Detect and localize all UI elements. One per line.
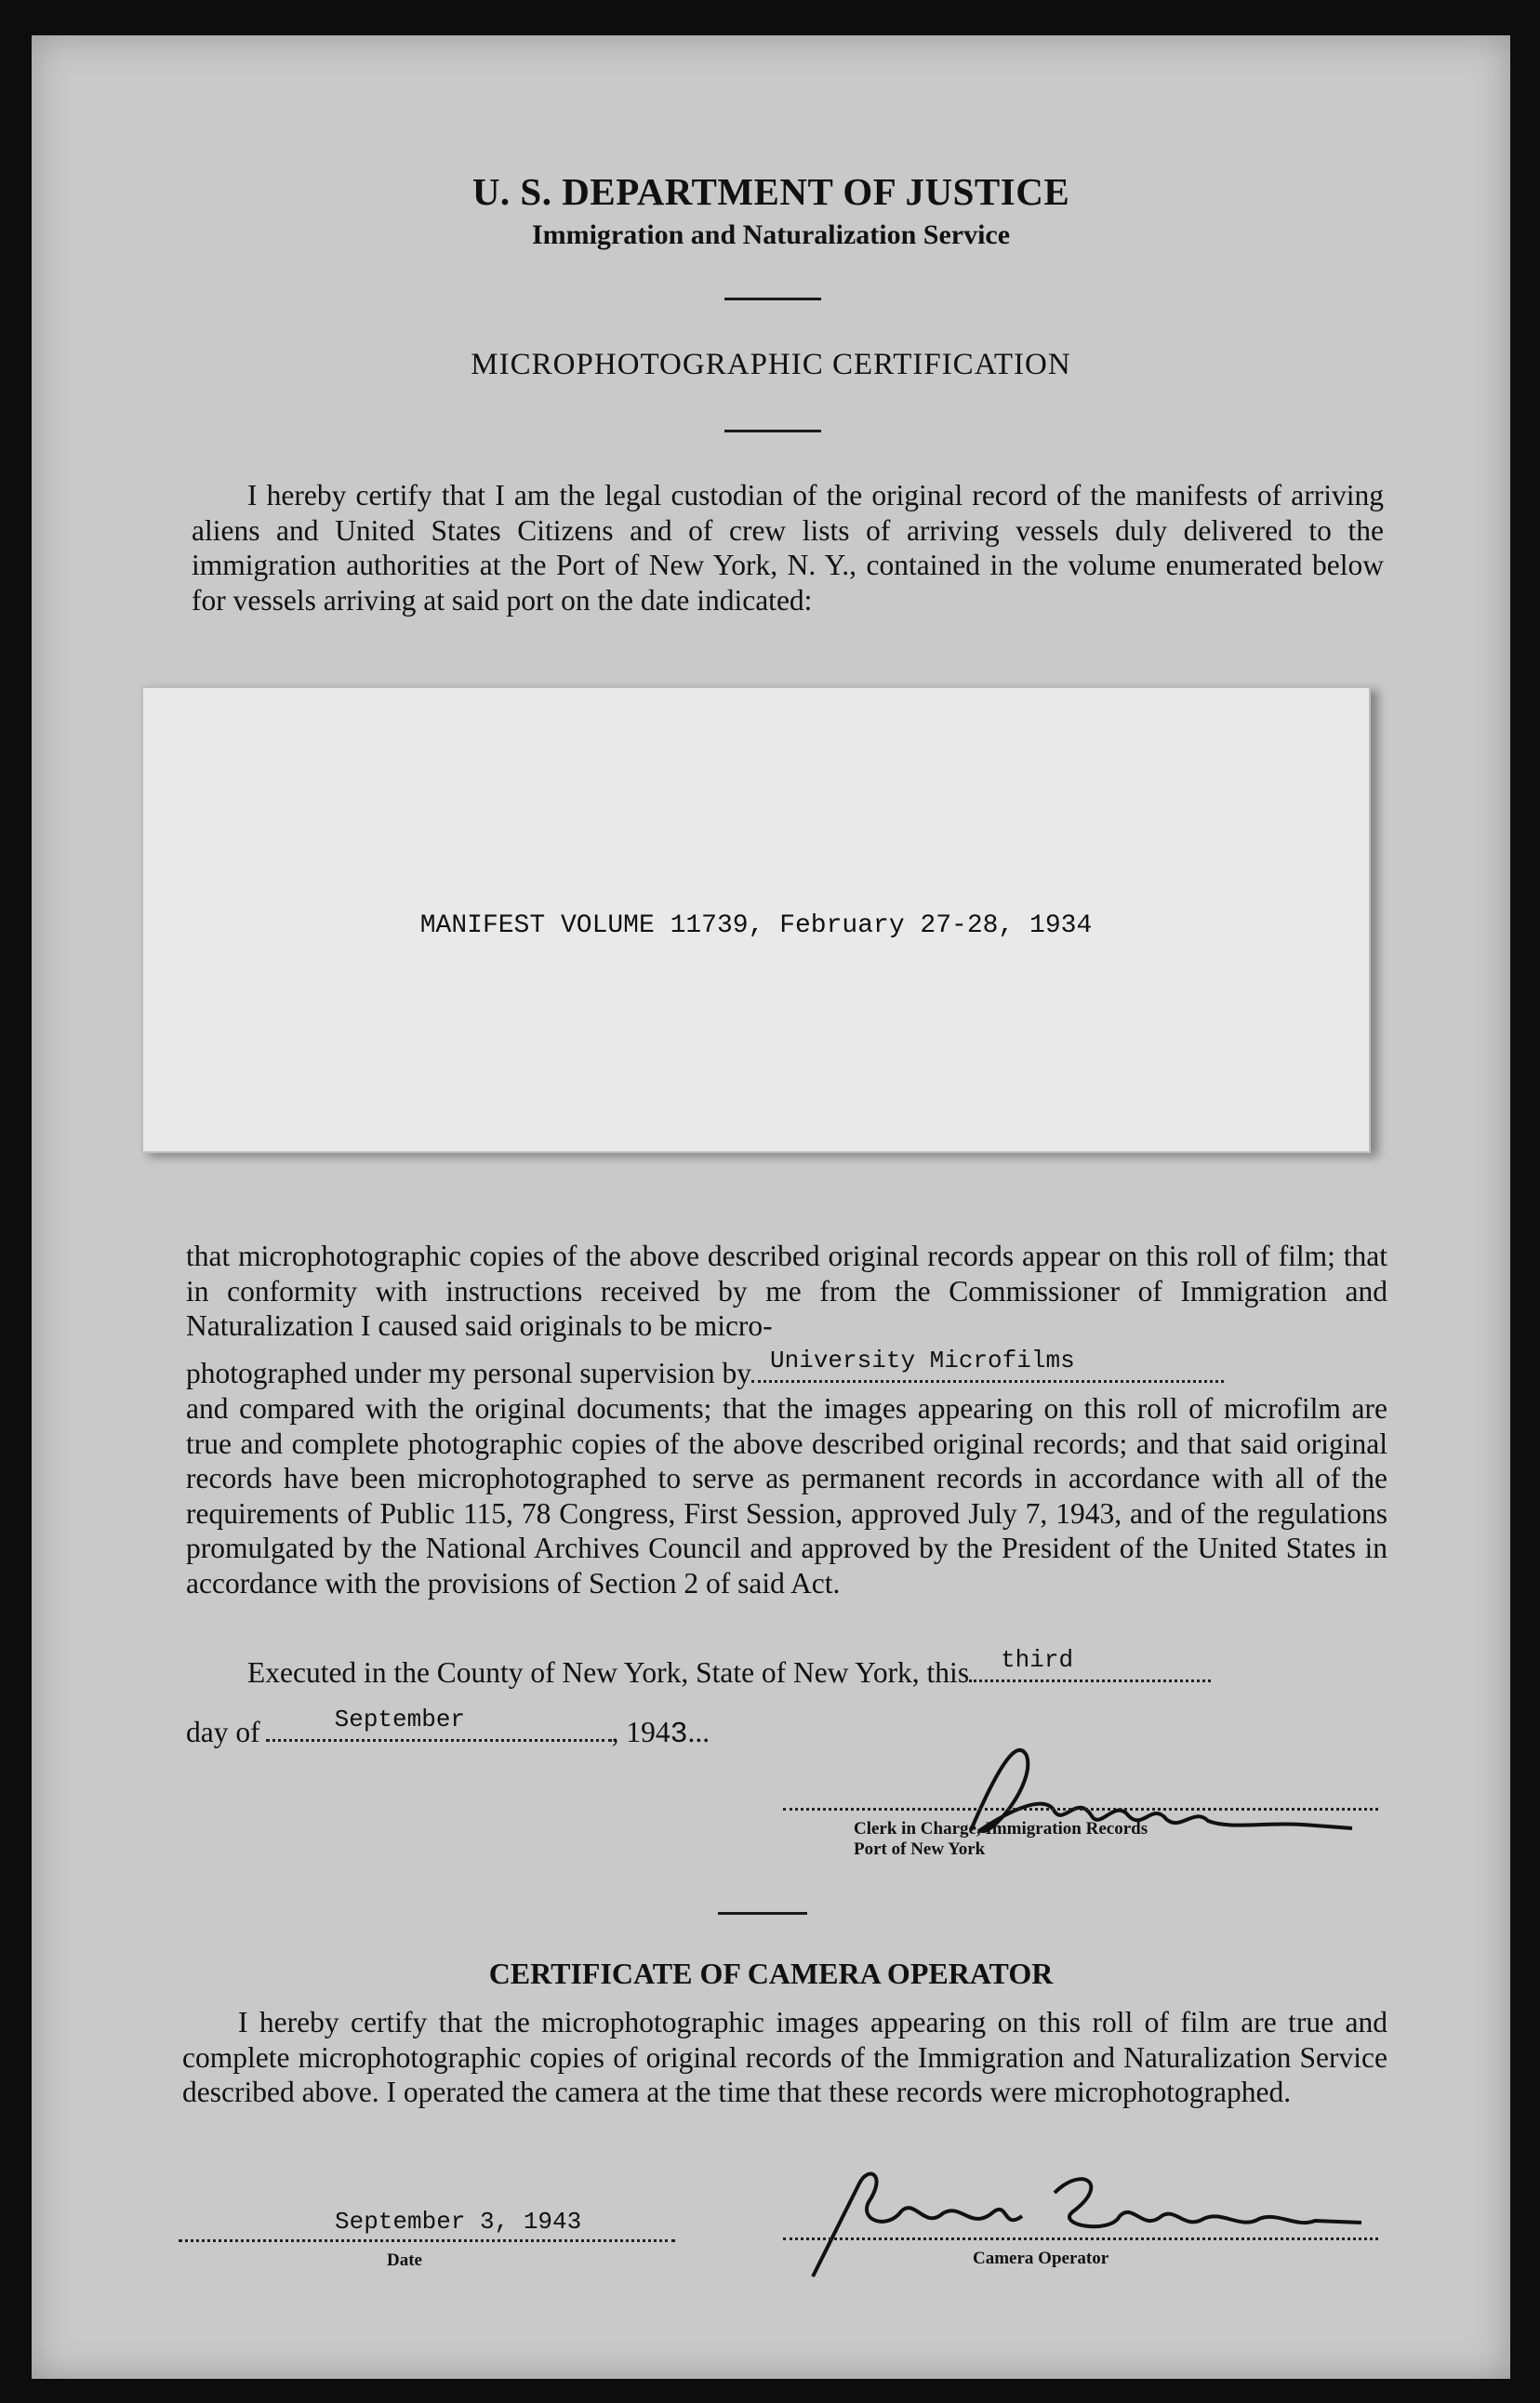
divider (724, 298, 821, 300)
divider (724, 430, 821, 432)
intro-paragraph: I hereby certify that I am the legal custodian of the original record of the manifests of arriving aliens and United States Citizens and of crew lists of arriving vessels duly delivered to the immigration authorities at the Port of New York, N. Y., contained in the volume enumerated below for vessels arriving at said port on the date indicated: (192, 479, 1384, 617)
date-value: September 3, 1943 (335, 2208, 582, 2236)
date-field (179, 2208, 675, 2242)
clerk-title-line2: Port of New York (854, 1839, 986, 1859)
month-value: September (334, 1706, 466, 1733)
date-label: Date (387, 2250, 422, 2270)
divider (718, 1912, 807, 1915)
day-field (969, 1646, 1211, 1682)
department-heading: U. S. DEPARTMENT OF JUSTICE (471, 170, 1070, 213)
clerk-title-line1: Clerk in Charge, Immigration Records (854, 1819, 1148, 1839)
day-of-line: day of September , 1943... (186, 1715, 1387, 1753)
document-sheet (32, 35, 1510, 2379)
day-value: third (1001, 1646, 1074, 1674)
clerk-title (854, 1819, 1148, 1860)
certification-title: MICROPHOTOGRAPHIC CERTIFICATION (471, 348, 1071, 381)
camera-operator-paragraph: I hereby certify that the microphotographic images appearing on this roll of film are true and complete microphotographic copies of original records of the Immigration and Naturalization Service described above. I operated the camera at the time that these records were microphotographed. (182, 2006, 1387, 2108)
day-of-label: day of (186, 1716, 260, 1748)
camera-operator-heading: CERTIFICATE OF CAMERA OPERATOR (488, 1957, 1054, 1990)
body-paragraph-start: that microphotographic copies of the above described original records appear on this roll of film; that in conformity with instructions received by me from the Commissioner of Immigration and Naturalization I caused said originals to be micro- (186, 1240, 1387, 1342)
manifest-volume-label: MANIFEST VOLUME 11739, February 27-28, 1934 (419, 911, 1093, 940)
manifest-insert (141, 686, 1371, 1153)
photographed-by-field (751, 1347, 1224, 1383)
photographed-by-value: University Microfilms (770, 1347, 1075, 1374)
executed-line (247, 1646, 1387, 1691)
photographed-by-prefix: photographed under my personal supervision by (186, 1357, 752, 1389)
service-subheading: Immigration and Naturalization Service (531, 219, 1011, 250)
year-prefix: , 194 (611, 1716, 670, 1748)
camera-operator-label: Camera Operator (973, 2249, 1109, 2268)
executed-text: Executed in the County of New York, State of New York, this (247, 1656, 970, 1689)
year-digit: 3 (670, 1719, 688, 1751)
clerk-signature-line (783, 1808, 1378, 1811)
camera-operator-signature-line (783, 2237, 1378, 2240)
body-paragraph-rest: and compared with the original documents; that the images appearing on this roll of microfilm are true and complete photographic copies of the above described original records; and that said original records have been microphotographed to serve as permanent records in accordance with all of the requirements of Public 115, 78 Congress, First Session, approved July 7, 1943, and of the regulations promulgated by the National Archives Council and approved by the President of the United States in accordance with the provisions of Section 2 of said Act. (186, 1392, 1387, 1600)
photographed-by-line (186, 1347, 1387, 1391)
